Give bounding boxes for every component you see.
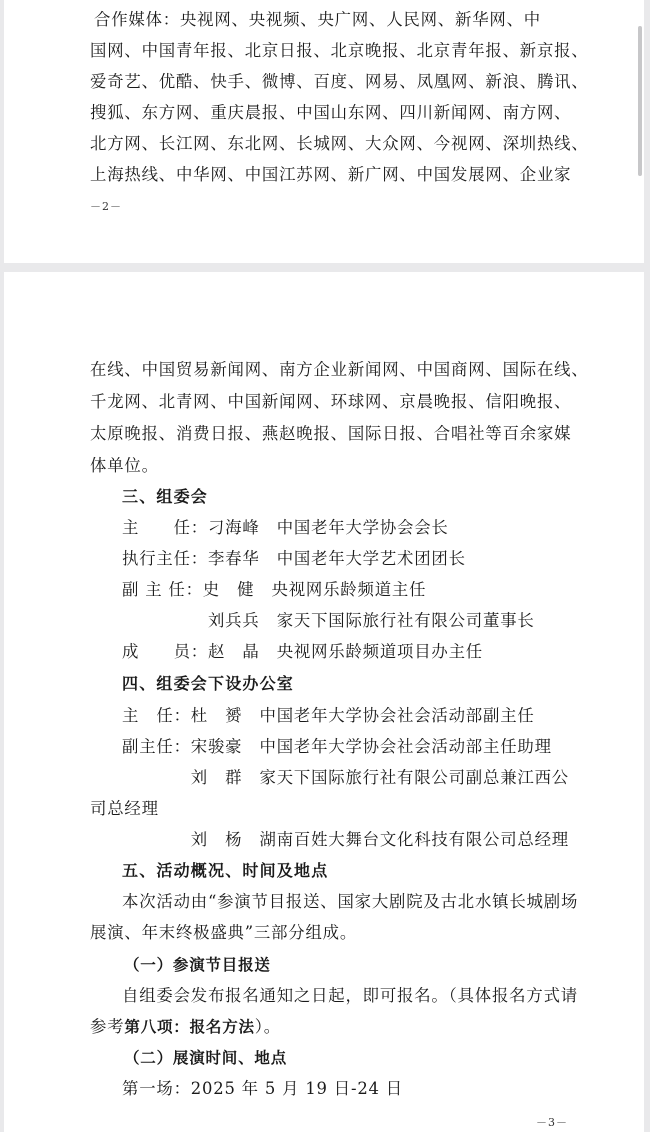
office-row: 刘 杨 湖南百姓大舞台文化科技有限公司总经理: [122, 830, 569, 849]
scrollbar-thumb[interactable]: [638, 26, 642, 176]
text-line: 上海热线、中华网、中国江苏网、新广网、中国发展网、企业家: [90, 165, 572, 184]
text-fragment: 参考: [90, 1017, 125, 1036]
text-line: 第一场：2025 年 5 月 19 日-24 日: [122, 1079, 403, 1098]
committee-row: 执行主任：李春华 中国老年大学艺术团团长: [122, 549, 466, 568]
text-line: 千龙网、北青网、中国新闻网、环球网、京晨晚报、信阳晚报、: [90, 392, 572, 411]
text-fragment: ）。: [254, 1017, 281, 1036]
page-number: －2－: [90, 200, 122, 213]
subsection-heading: （二）展演时间、地点: [124, 1049, 288, 1067]
committee-row: 副 主 任：史 健 央视网乐龄频道主任: [122, 580, 427, 599]
office-row: 副主任：宋骏豪 中国老年大学协会社会活动部主任助理: [122, 737, 552, 756]
office-row: 司总经理: [90, 799, 159, 818]
text-line: [90, 1017, 570, 1037]
committee-row: 主 任：刁海峰 中国老年大学协会会长: [122, 518, 449, 537]
text-line: 体单位。: [90, 456, 159, 475]
page-number: －3－: [536, 1116, 568, 1129]
text-line: 合作媒体：央视网、央视频、央广网、人民网、新华网、中: [94, 10, 541, 29]
text-line: 爱奇艺、优酷、快手、微博、百度、网易、凤凰网、新浪、腾讯、: [90, 72, 589, 91]
office-row: 主 任：杜 赟 中国老年大学协会社会活动部副主任: [122, 706, 535, 725]
text-line: 本次活动由“参演节目报送、国家大剧院及古北水镇长城剧场: [122, 892, 579, 911]
committee-row: 成 员：赵 晶 央视网乐龄频道项目办主任: [122, 642, 484, 661]
office-row: 刘 群 家天下国际旅行社有限公司副总兼江西公: [122, 768, 569, 787]
subsection-heading: （一）参演节目报送: [124, 956, 271, 974]
text-line: 搜狐、东方网、重庆晨报、中国山东网、四川新闻网、南方网、: [90, 103, 572, 122]
text-line: 北方网、长江网、东北网、长城网、大众网、今视网、深圳热线、: [90, 134, 589, 153]
text-line: 太原晚报、消费日报、燕赵晚报、国际日报、合唱社等百余家媒: [90, 424, 572, 443]
text-line: 在线、中国贸易新闻网、南方企业新闻网、中国商网、国际在线、: [90, 360, 589, 379]
text-line: 国网、中国青年报、北京日报、北京晚报、北京青年报、新京报、: [90, 41, 589, 60]
document-page-2: [4, 0, 644, 263]
text-line: 自组委会发布报名通知之日起，即可报名。（具体报名方式请: [122, 986, 578, 1005]
document-page-3: [4, 272, 644, 1132]
section-heading: 三、组委会: [122, 487, 209, 506]
section-heading: 四、组委会下设办公室: [122, 674, 295, 693]
text-line: 展演、年末终极盛典”三部分组成。: [90, 923, 358, 942]
reference-link-text: 第八项：报名方法: [124, 1018, 255, 1036]
section-heading: 五、活动概况、时间及地点: [122, 861, 329, 880]
committee-row: 刘兵兵 家天下国际旅行社有限公司董事长: [122, 611, 535, 630]
